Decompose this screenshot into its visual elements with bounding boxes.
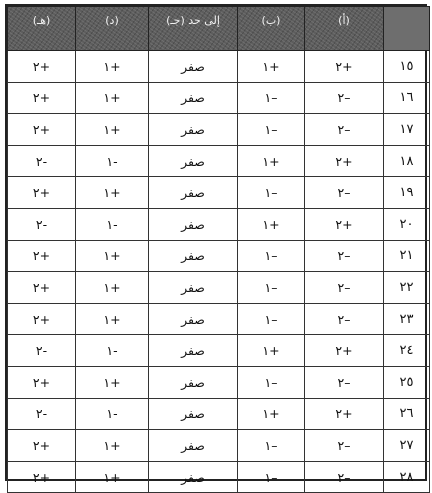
cell-ba: ١+: [238, 51, 305, 83]
cell-dal: ١+: [76, 430, 149, 462]
cell-jim: صفر: [149, 145, 238, 177]
table-row: [8, 208, 430, 240]
cell-jim: صفر: [149, 366, 238, 398]
cell-dal: ١+: [76, 177, 149, 209]
column-header-alif: (أ): [305, 7, 384, 51]
cell-num: ١٧: [384, 114, 430, 146]
cell-num: ١٩: [384, 177, 430, 209]
cell-jim: صفر: [149, 461, 238, 493]
cell-he: ٢-: [8, 335, 76, 367]
column-header-jim: (جـ) إلى حد: [149, 7, 238, 51]
cell-ba: ١–: [238, 303, 305, 335]
cell-he: ٢-: [8, 208, 76, 240]
cell-num: ٢٥: [384, 366, 430, 398]
cell-num: ٢٣: [384, 303, 430, 335]
cell-he: ٢+: [8, 272, 76, 304]
table-row: [8, 240, 430, 272]
cell-dal: ١+: [76, 461, 149, 493]
cell-jim: صفر: [149, 303, 238, 335]
cell-alif: ٢–: [305, 82, 384, 114]
cell-jim: صفر: [149, 272, 238, 304]
cell-he: ٢-: [8, 145, 76, 177]
table-row: [8, 303, 430, 335]
cell-alif: ٢+: [305, 398, 384, 430]
cell-dal: ١-: [76, 145, 149, 177]
cell-he: ٢+: [8, 303, 76, 335]
cell-dal: ١-: [76, 398, 149, 430]
cell-jim: صفر: [149, 335, 238, 367]
cell-dal: ١-: [76, 335, 149, 367]
cell-num: ٢٠: [384, 208, 430, 240]
answer-table: [7, 6, 430, 493]
cell-he: ٢+: [8, 430, 76, 462]
table-row: [8, 335, 430, 367]
table-body: [8, 51, 430, 493]
cell-ba: ١–: [238, 272, 305, 304]
cell-jim: صفر: [149, 82, 238, 114]
cell-jim: صفر: [149, 430, 238, 462]
cell-num: ٢٧: [384, 430, 430, 462]
cell-ba: ١–: [238, 177, 305, 209]
cell-dal: ١+: [76, 272, 149, 304]
cell-num: ٢١: [384, 240, 430, 272]
cell-ba: ١+: [238, 398, 305, 430]
cell-alif: ٢–: [305, 366, 384, 398]
cell-jim: صفر: [149, 114, 238, 146]
column-header-dal: (د): [76, 7, 149, 51]
cell-alif: ٢–: [305, 461, 384, 493]
cell-dal: ١+: [76, 303, 149, 335]
cell-dal: ١+: [76, 82, 149, 114]
cell-num: ٢٨: [384, 461, 430, 493]
cell-he: ٢+: [8, 461, 76, 493]
cell-he: ٢-: [8, 398, 76, 430]
cell-alif: ٢–: [305, 272, 384, 304]
cell-alif: ٢–: [305, 430, 384, 462]
table-header-row: [8, 7, 430, 51]
cell-ba: ١–: [238, 366, 305, 398]
cell-jim: صفر: [149, 398, 238, 430]
cell-he: ٢+: [8, 366, 76, 398]
table-row: [8, 366, 430, 398]
cell-alif: ٢+: [305, 335, 384, 367]
cell-num: ١٥: [384, 51, 430, 83]
cell-alif: ٢+: [305, 51, 384, 83]
cell-alif: ٢+: [305, 145, 384, 177]
cell-he: ٢+: [8, 82, 76, 114]
cell-alif: ٢–: [305, 177, 384, 209]
table-row: [8, 82, 430, 114]
table-row: [8, 272, 430, 304]
table-row: [8, 177, 430, 209]
cell-ba: ١+: [238, 335, 305, 367]
table-row: [8, 51, 430, 83]
cell-he: ٢+: [8, 114, 76, 146]
cell-ba: ١–: [238, 240, 305, 272]
answer-table-sheet: [5, 4, 427, 485]
table-row: [8, 430, 430, 462]
cell-ba: ١–: [238, 114, 305, 146]
cell-jim: صفر: [149, 208, 238, 240]
table-row: [8, 114, 430, 146]
cell-ba: ١–: [238, 430, 305, 462]
cell-num: ١٨: [384, 145, 430, 177]
cell-num: ٢٢: [384, 272, 430, 304]
cell-dal: ١+: [76, 51, 149, 83]
cell-ba: ١–: [238, 82, 305, 114]
table-row: [8, 145, 430, 177]
cell-he: ٢+: [8, 51, 76, 83]
cell-dal: ١-: [76, 208, 149, 240]
cell-num: ١٦: [384, 82, 430, 114]
column-header-number: [384, 7, 430, 51]
cell-alif: ٢–: [305, 240, 384, 272]
cell-dal: ١+: [76, 114, 149, 146]
cell-alif: ٢–: [305, 303, 384, 335]
cell-he: ٢+: [8, 177, 76, 209]
cell-num: ٢٦: [384, 398, 430, 430]
column-header-ba: (ب): [238, 7, 305, 51]
cell-ba: ١+: [238, 145, 305, 177]
table-row: [8, 461, 430, 493]
column-header-he: (هـ): [8, 7, 76, 51]
cell-dal: ١+: [76, 366, 149, 398]
cell-jim: صفر: [149, 51, 238, 83]
cell-jim: صفر: [149, 240, 238, 272]
cell-alif: ٢–: [305, 114, 384, 146]
cell-alif: ٢+: [305, 208, 384, 240]
cell-ba: ١–: [238, 461, 305, 493]
cell-dal: ١+: [76, 240, 149, 272]
cell-num: ٢٤: [384, 335, 430, 367]
cell-he: ٢+: [8, 240, 76, 272]
cell-jim: صفر: [149, 177, 238, 209]
cell-ba: ١+: [238, 208, 305, 240]
table-row: [8, 398, 430, 430]
